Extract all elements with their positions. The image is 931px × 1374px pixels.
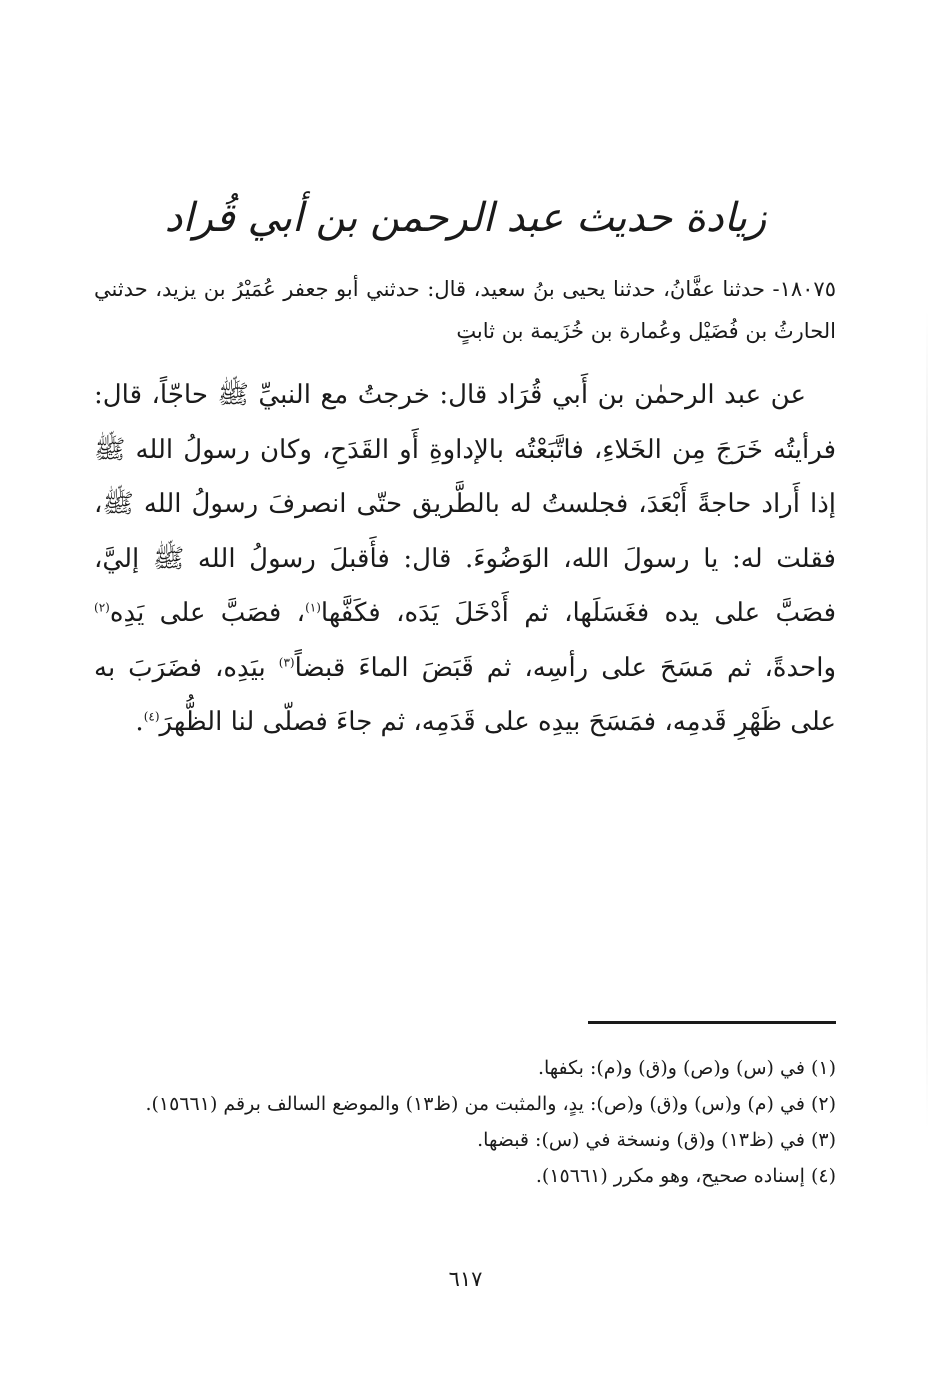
page-number: ٦١٧	[448, 1267, 483, 1291]
footnote-4	[94, 1158, 836, 1194]
footnote-text: في (ظ١٣) و(ق) ونسخة في (س): قبضها.	[477, 1129, 805, 1151]
hadith-isnad	[94, 268, 836, 352]
matn-part-4: بيَدِه، فضَرَبَ به على ظَهْرِ قَدمِه، فمَسَحَ بيدِه على قَدَمِه، ثم جاءَ فصلّى لنا الظُّهرَ	[94, 652, 836, 737]
footnote-number: (٣)	[810, 1129, 836, 1151]
footnote-text: في (م) و(س) و(ق) و(ص): يدٍ، والمثبت من (ظ١٣) والموضع السالف برقم (١٥٦٦١).	[145, 1093, 805, 1115]
footnote-ref-3[interactable]: (٣)	[278, 654, 295, 669]
chapter-title: زيادة حديث عبد الرحمن بن أبي قُراد	[164, 195, 767, 241]
isnad-text: حدثنا عفَّانُ، حدثنا يحيى بنُ سعيد، قال: حدثني أبو جعفر عُمَيْرُ بن يزيد، حدثني الحارثُ بن فُضَيْل وعُمارة بن خُزَيمة بن ثابتٍ	[94, 277, 836, 343]
matn-part-1: عن عبد الرحمٰن بن أَبي قُرَاد قال: خرجتُ مع النبيِّ ﷺ حاجّاً، قال: فرأيتُه خَرَجَ مِن الخَلاءِ، فاتَّبَعْتُه بالإداوةِ أَو القَدَحِ، وكان رسولُ الله ﷺ إذا أَراد حاجةً أَبْعَدَ، فجلستُ له بالطَّريق حتّى انصرفَ رسولُ الله ﷺ، فقلت له: يا رسولَ الله، الوَضُوءَ. قال: فأَقبلَ رسولُ الله ﷺ إليَّ، فصَبَّ على يده فغَسَلَها، ثم أَدْخَلَ يَدَه، فكَفَّها	[94, 380, 837, 628]
footnote-1	[94, 1050, 836, 1086]
matn-part-2: ، فصَبَّ على يَدِه	[109, 598, 306, 628]
matn-part-3: واحدةً، ثم مَسَحَ على رأسِه، ثم قَبَضَ الماءَ قبضاً	[294, 652, 837, 683]
footnote-number: (٢)	[810, 1093, 836, 1115]
hadith-number-dash: -	[764, 277, 780, 301]
hadith-matn	[94, 368, 836, 750]
footnote-number: (٤)	[810, 1165, 836, 1187]
footnote-text: في (س) و(ص) و(ق) و(م): بكفها.	[537, 1057, 805, 1079]
footnote-ref-2[interactable]: (٢)	[94, 600, 110, 615]
footnote-separator	[588, 1021, 836, 1024]
scan-shadow	[926, 310, 928, 1130]
footnote-ref-1[interactable]: (١)	[305, 600, 321, 615]
hadith-number: ١٨٠٧٥	[779, 277, 836, 301]
footnote-text: إسناده صحيح، وهو مكرر (١٥٦٦١).	[535, 1165, 805, 1187]
footnote-3	[94, 1122, 836, 1158]
footnote-ref-4[interactable]: (٤)	[143, 709, 160, 724]
matn-end: .	[135, 707, 144, 737]
footnote-number: (١)	[810, 1057, 836, 1079]
footnotes	[94, 1050, 836, 1194]
footnote-2	[94, 1086, 836, 1122]
